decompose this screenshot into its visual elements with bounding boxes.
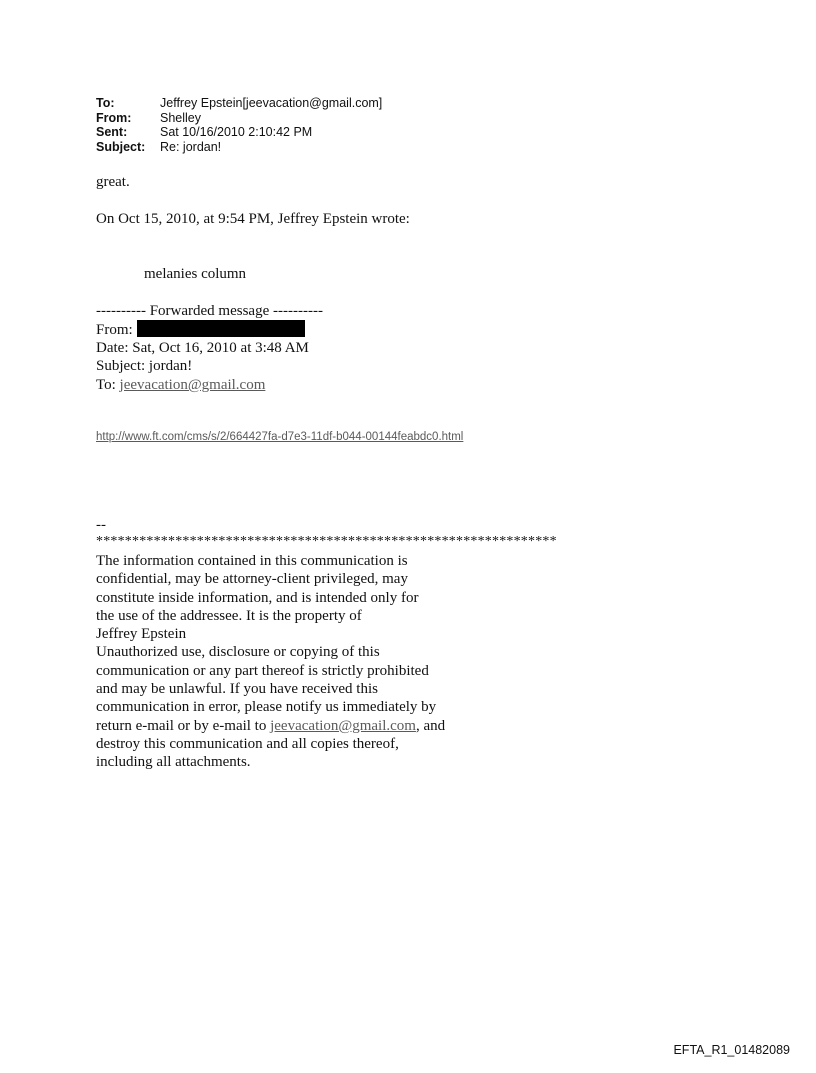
from-value: Shelley [160, 110, 201, 125]
forwarded-to-line [96, 376, 265, 394]
disclaimer-text: return e-mail or by e-mail to [96, 717, 271, 734]
email-header [96, 96, 382, 154]
disclaimer-email-link[interactable]: jeevacation@gmail.com [270, 717, 416, 734]
signature-stars: **************************************************************** [96, 534, 557, 549]
forwarded-date-line: Date: Sat, Oct 16, 2010 at 3:48 AM [96, 340, 309, 356]
disclaimer-line: Jeffrey Epstein [96, 626, 187, 643]
header-from-row [96, 111, 382, 126]
forwarded-to-email-link[interactable]: jeevacation@gmail.com [119, 377, 266, 393]
forwarded-from-label: From: [96, 322, 133, 338]
header-to-row [96, 96, 382, 111]
disclaimer-line: and may be unlawful. If you have received this [96, 681, 378, 698]
disclaimer-line: constitute inside information, and is intended only for [96, 589, 419, 606]
subject-label: Subject: [96, 139, 146, 154]
forwarded-separator: ---------- Forwarded message ---------- [96, 303, 323, 319]
to-label: To: [96, 96, 115, 110]
article-link[interactable]: http://www.ft.com/cms/s/2/664427fa-d7e3-11df-b044-00144feabdc0.html [96, 431, 464, 443]
from-label: From: [96, 110, 132, 125]
sent-label: Sent: [96, 125, 128, 139]
disclaimer-line: Unauthorized use, disclosure or copying of this [96, 644, 380, 661]
signature-dashes: -- [96, 517, 106, 533]
quote-intro: On Oct 15, 2010, at 9:54 PM, Jeffrey Epstein wrote: [96, 211, 410, 227]
quoted-text: melanies column [144, 266, 247, 282]
to-value: Jeffrey Epstein[jeevacation@gmail.com] [160, 96, 383, 110]
header-sent-row [96, 125, 382, 140]
header-subject-row [96, 140, 382, 155]
disclaimer-line: including all attachments. [96, 754, 251, 771]
disclaimer-line: confidential, may be attorney-client privileged, may [96, 571, 408, 588]
forwarded-subject-line: Subject: jordan! [96, 358, 193, 374]
disclaimer-line: the use of the addressee. It is the property of [96, 607, 362, 624]
disclaimer-line-email [96, 717, 516, 735]
reply-text: great. [96, 174, 130, 190]
document-id: EFTA_R1_01482089 [673, 1043, 790, 1057]
disclaimer-line: communication or any part thereof is strictly prohibited [96, 662, 429, 679]
sent-value: Sat 10/16/2010 2:10:42 PM [160, 125, 313, 139]
confidentiality-disclaimer [96, 552, 516, 772]
redaction-bar [137, 320, 305, 337]
disclaimer-line: destroy this communication and all copies thereof, [96, 735, 399, 752]
subject-value: Re: jordan! [160, 139, 222, 154]
disclaimer-line: The information contained in this communication is [96, 553, 408, 569]
disclaimer-line: communication in error, please notify us immediately by [96, 699, 437, 716]
forwarded-to-label: To: [96, 377, 116, 393]
disclaimer-text: , and [415, 717, 446, 734]
forwarded-from-line [96, 320, 305, 339]
